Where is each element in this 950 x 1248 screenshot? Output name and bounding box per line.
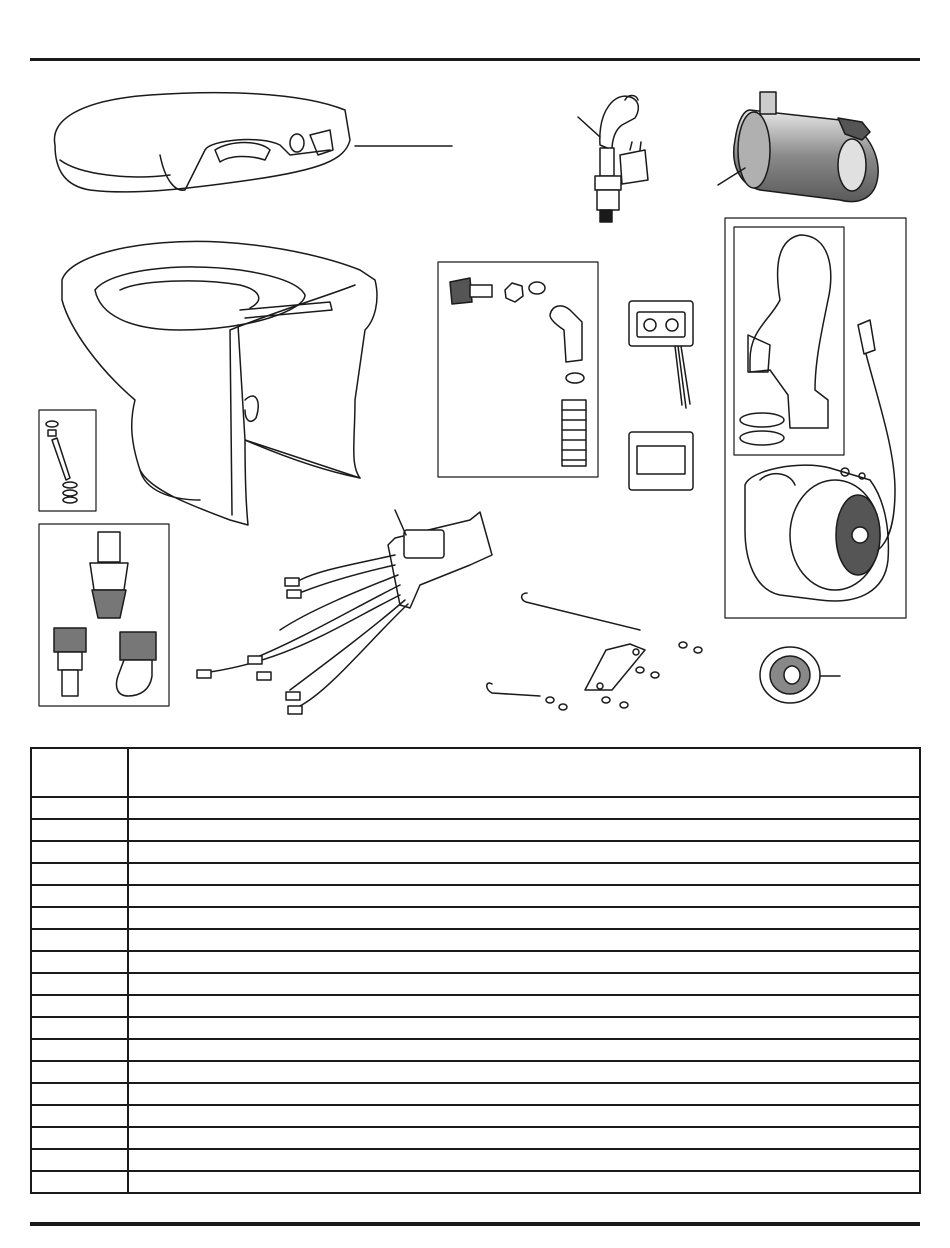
table-row	[31, 841, 920, 863]
description-cell	[128, 819, 920, 841]
toilet-bowl	[62, 241, 377, 525]
table-row	[31, 907, 920, 929]
control-panel-switch	[629, 301, 693, 490]
description-cell	[128, 907, 920, 929]
description-cell	[128, 1149, 920, 1171]
description-cell	[128, 1061, 920, 1083]
parts-list-table	[30, 747, 921, 1194]
pump-motor	[718, 92, 878, 202]
table-row	[31, 819, 920, 841]
table-row	[31, 1149, 920, 1171]
part-number-cell	[31, 841, 128, 863]
part-number-cell	[31, 1039, 128, 1061]
table-row	[31, 1083, 920, 1105]
description-cell	[128, 973, 920, 995]
description-cell	[128, 1105, 920, 1127]
table-row	[31, 951, 920, 973]
joker-valve	[760, 647, 840, 703]
part-number-cell	[31, 1127, 128, 1149]
mounting-hardware	[487, 593, 702, 710]
description-cell	[128, 1127, 920, 1149]
part-number-cell	[31, 973, 128, 995]
part-number-cell	[31, 1149, 128, 1171]
part-number-cell	[31, 995, 128, 1017]
table-row	[31, 1127, 920, 1149]
toilet-seat-lid	[54, 93, 452, 192]
part-number-cell	[31, 797, 128, 819]
hose-adapters	[39, 524, 169, 706]
description-cell	[128, 1039, 920, 1061]
description-cell	[128, 995, 920, 1017]
table-row	[31, 973, 920, 995]
table-row	[31, 863, 920, 885]
part-number-cell	[31, 1105, 128, 1127]
part-number-cell	[31, 929, 128, 951]
description-cell	[128, 1083, 920, 1105]
description-cell	[128, 797, 920, 819]
table-row	[31, 1061, 920, 1083]
table-row	[31, 995, 920, 1017]
description-cell	[128, 1171, 920, 1193]
table-row	[31, 1171, 920, 1193]
valve-pin-kit	[39, 410, 96, 511]
description-cell	[128, 951, 920, 973]
description-cell	[128, 863, 920, 885]
wiring-harness	[197, 510, 492, 714]
part-number-cell	[31, 951, 128, 973]
description-cell	[128, 1017, 920, 1039]
table-header-row	[31, 748, 920, 797]
part-number-cell	[31, 1017, 128, 1039]
table-row	[31, 1039, 920, 1061]
description-header	[128, 748, 920, 797]
fittings-kit	[438, 262, 598, 477]
part-number-cell	[31, 1061, 128, 1083]
bottom-rule	[30, 1222, 920, 1226]
description-cell	[128, 885, 920, 907]
siphon-break-elbow	[578, 96, 648, 223]
part-number-cell	[31, 907, 128, 929]
description-cell	[128, 929, 920, 951]
table-row	[31, 797, 920, 819]
part-number-cell	[31, 885, 128, 907]
table-row	[31, 1017, 920, 1039]
table-row	[31, 885, 920, 907]
part-number-cell	[31, 819, 128, 841]
part-number-cell	[31, 1171, 128, 1193]
part-number-cell	[31, 1083, 128, 1105]
part-number-cell	[31, 863, 128, 885]
description-cell	[128, 841, 920, 863]
part-number-header	[31, 748, 128, 797]
table-row	[31, 929, 920, 951]
table-row	[31, 1105, 920, 1127]
